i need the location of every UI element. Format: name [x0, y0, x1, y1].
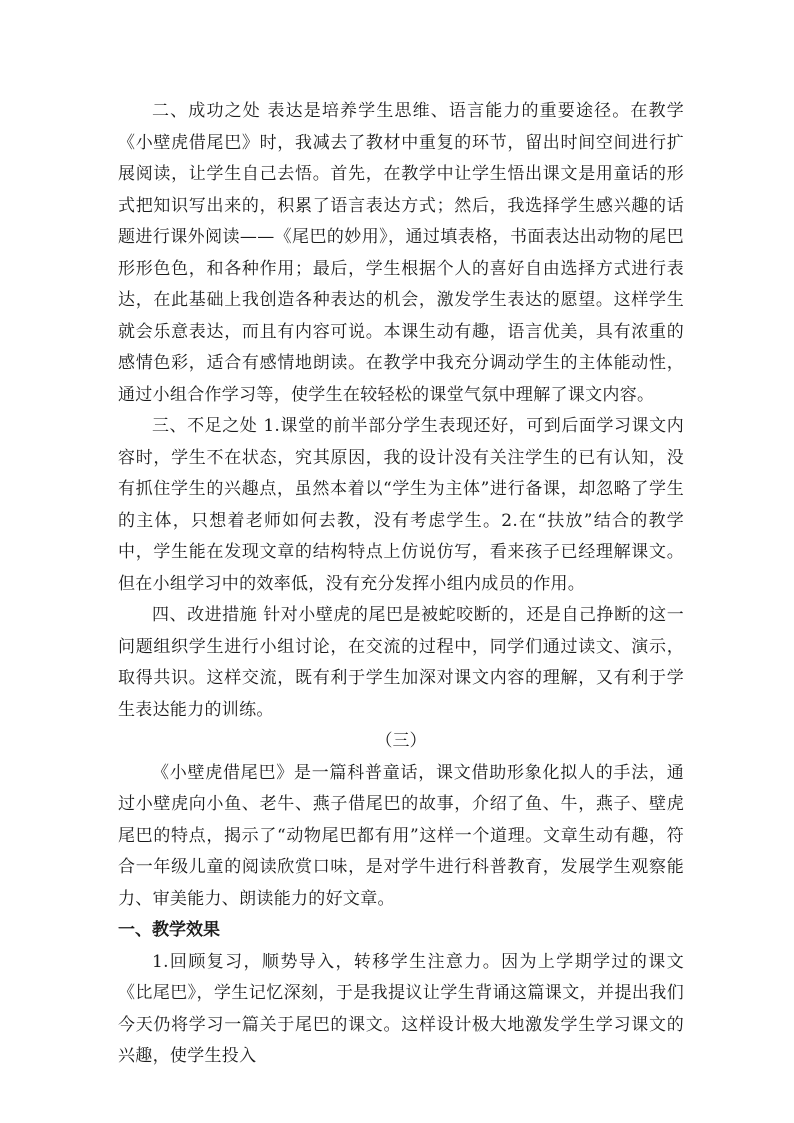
paragraph-success: 二、成功之处 表达是培养学生思维、语言能力的重要途径。在教学《小壁虎借尾巴》时，我减去了教材中重复的环节，留出时间空间进行扩展阅读，让学生自己去悟。首先，在教学中让学生悟出课文是用童话的形式把知识写出来的，积累了语言表达方式；然后，我选择学生感兴趣的话题进行课外阅读——《尾巴的妙用》，通过填表格，书面表达出动物的尾巴形形色色，和各种作用；最后，学生根据个人的喜好自由选择方式进行表达，在此基础上我创造各种表达的机会，激发学生表达的愿望。这样学生就会乐意表达，而且有内容可说。本课生动有趣，语言优美，具有浓重的感情色彩，适合有感情地朗读。在教学中我充分调动学生的主体能动性，通过小组合作学习等，使学生在较轻松的课堂气氛中理解了课文内容。: [118, 101, 684, 405]
section-marker: （三）: [375, 731, 427, 751]
paragraph-intro: 《小壁虎借尾巴》是一篇科普童话，课文借助形象化拟人的手法，通过小壁虎向小鱼、老牛、燕子借尾巴的故事，介绍了鱼、牛，燕子、壁虎尾巴的特点，揭示了“动物尾巴都有用”这样一个道理。文章生动有趣，符合一年级儿童的阅读欣赏口味，是对学牛进行科普教育，发展学生观察能力、审美能力、朗读能力的好文章。: [118, 762, 684, 909]
paragraph-improvements: 四、改进措施 针对小壁虎的尾巴是被蛇咬断的，还是自己挣断的这一问题组织学生进行小组讨论，在交流的过程中，同学们通过读文、演示，取得共识。这样交流，既有利于学生加深对课文内容的理解，又有利于学生表达能力的训练。: [118, 605, 684, 720]
paragraph-shortcomings: 三、不足之处 1.课堂的前半部分学生表现还好，可到后面学习课文内容时，学生不在状态，究其原因，我的设计没有关注学生的已有认知，没有抓住学生的兴趣点，虽然本着以“学生为主体”进行备课，却忽略了学生的主体，只想着老师如何去教，没有考虑学生。2.在“扶放”结合的教学中，学生能在发现文章的结构特点上仿说仿写，看来孩子已经理解课文。但在小组学习中的效率低，没有充分发挥小组内成员的作用。: [118, 416, 684, 594]
paragraph-effect-1: 1.回顾复习，顺势导入，转移学生注意力。因为上学期学过的课文《比尾巴》，学生记忆深刻，于是我提议让学生背诵这篇课文，并提出我们今天仍将学习一篇关于尾巴的课文。这样设计极大地激发学生学习课文的兴趣，使学生投入: [118, 951, 684, 1066]
section-heading: 一、教学效果: [118, 920, 220, 940]
document-page: [118, 96, 684, 1073]
